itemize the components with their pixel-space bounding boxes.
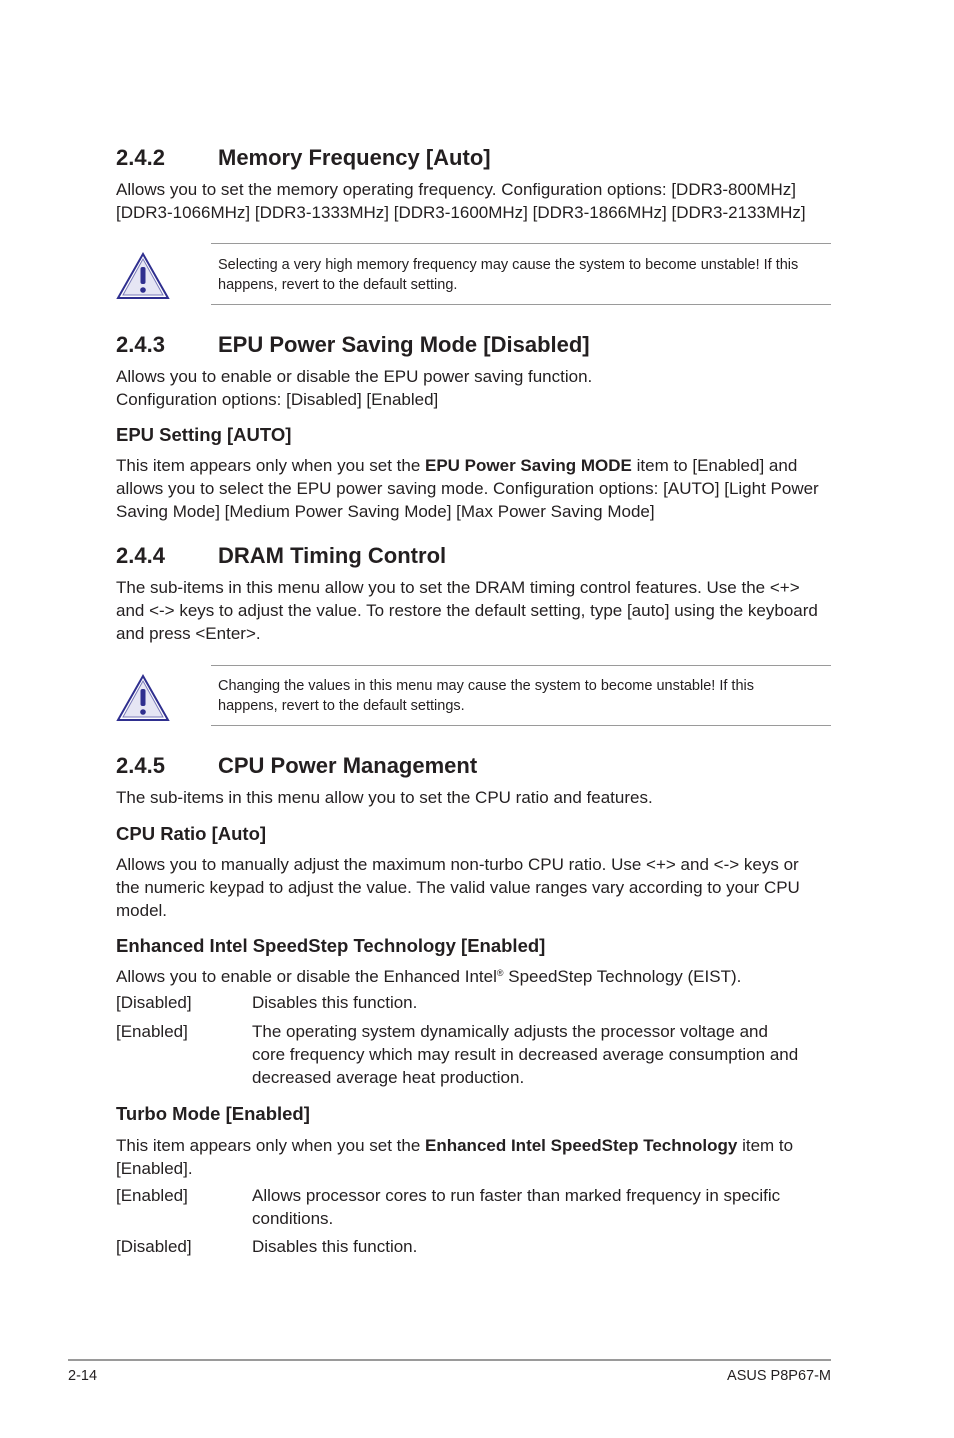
text-run: item to bbox=[737, 1136, 794, 1155]
paragraph-line bbox=[116, 1134, 836, 1157]
note-text bbox=[218, 255, 798, 295]
subsection-heading: EPU Setting [AUTO] bbox=[116, 424, 292, 445]
footer-rule bbox=[68, 1359, 831, 1361]
paragraph-line: The sub-items in this menu allow you to set the CPU ratio and features. bbox=[116, 788, 653, 807]
description-line: conditions. bbox=[252, 1209, 334, 1228]
description-line: The operating system dynamically adjusts the processor voltage and bbox=[252, 1022, 768, 1041]
paragraph-line: and <-> keys to adjust the value. To restore the default setting, type [auto] using the keyboard bbox=[116, 601, 818, 620]
paragraph bbox=[116, 1134, 836, 1180]
paragraph bbox=[116, 365, 836, 411]
section-number: 2.4.4 bbox=[116, 543, 165, 568]
option-description bbox=[252, 1020, 798, 1089]
paragraph-line: model. bbox=[116, 901, 168, 920]
section-title: CPU Power Management bbox=[218, 753, 478, 778]
paragraph bbox=[116, 454, 836, 523]
option-description: Disables this function. bbox=[252, 1237, 418, 1256]
description-line: Allows processor cores to run faster than marked frequency in specific bbox=[252, 1186, 781, 1205]
paragraph-line: the numeric keypad to adjust the value. The valid value ranges vary according to your CPU bbox=[116, 878, 800, 897]
option-label: [Disabled] bbox=[116, 1237, 192, 1256]
subsection-heading: CPU Ratio [Auto] bbox=[116, 823, 267, 844]
paragraph-line bbox=[116, 965, 836, 988]
registered-mark: ® bbox=[496, 968, 504, 978]
section-heading-2-4-2 bbox=[116, 145, 491, 171]
text-run: SpeedStep Technology (EIST). bbox=[503, 967, 742, 986]
paragraph-line: Allows you to manually adjust the maximum non-turbo CPU ratio. Use <+> and <-> keys or bbox=[116, 855, 799, 874]
note-line: happens, revert to the default setting. bbox=[218, 277, 458, 293]
note-line: happens, revert to the default settings. bbox=[218, 698, 465, 714]
section-title: Memory Frequency [Auto] bbox=[218, 145, 491, 170]
caution-triangle-icon bbox=[116, 673, 170, 723]
paragraph-line: [DDR3-1066MHz] [DDR3-1333MHz] [DDR3-1600MHz] [DDR3-1866MHz] [DDR3-2133MHz] bbox=[116, 203, 806, 222]
subsection-heading: Enhanced Intel SpeedStep Technology [Enabled] bbox=[116, 935, 546, 956]
section-number: 2.4.3 bbox=[116, 332, 165, 357]
section-number: 2.4.5 bbox=[116, 753, 165, 778]
section-heading-2-4-5 bbox=[116, 753, 477, 779]
caution-triangle-icon bbox=[116, 251, 170, 301]
paragraph-line: The sub-items in this menu allow you to set the DRAM timing control features. Use the <+> bbox=[116, 578, 800, 597]
paragraph-line: Configuration options: [Disabled] [Enabled] bbox=[116, 390, 439, 409]
paragraph-line: Allows you to enable or disable the EPU power saving function. bbox=[116, 367, 593, 386]
product-name: ASUS P8P67-M bbox=[727, 1368, 831, 1384]
section-heading-2-4-3 bbox=[116, 332, 590, 358]
option-label: [Enabled] bbox=[116, 1022, 188, 1041]
text-run: Allows you to enable or disable the Enhanced Intel bbox=[116, 967, 497, 986]
text-run: This item appears only when you set the bbox=[116, 1136, 425, 1155]
paragraph-line: [Enabled]. bbox=[116, 1159, 193, 1178]
paragraph bbox=[116, 853, 836, 922]
paragraph bbox=[116, 178, 836, 224]
caution-note bbox=[116, 665, 831, 727]
paragraph-line: Saving Mode] [Medium Power Saving Mode] [Max Power Saving Mode] bbox=[116, 502, 655, 521]
paragraph bbox=[116, 786, 836, 809]
page-number: 2-14 bbox=[68, 1368, 98, 1384]
note-text bbox=[218, 676, 754, 716]
text-run: This item appears only when you set the bbox=[116, 456, 425, 475]
paragraph bbox=[116, 965, 836, 988]
bold-text-run: EPU Power Saving MODE bbox=[425, 456, 632, 475]
paragraph bbox=[116, 576, 836, 645]
option-label: [Enabled] bbox=[116, 1186, 188, 1205]
text-run: item to [Enabled] and bbox=[631, 456, 798, 475]
description-line: decreased average heat production. bbox=[252, 1068, 525, 1087]
paragraph-line bbox=[116, 454, 836, 477]
subsection-heading: Turbo Mode [Enabled] bbox=[116, 1103, 310, 1124]
section-title: DRAM Timing Control bbox=[218, 543, 447, 568]
paragraph-line: allows you to select the EPU power saving mode. Configuration options: [AUTO] [Light Power bbox=[116, 479, 819, 498]
note-line: Selecting a very high memory frequency may cause the system to become unstable! If this bbox=[218, 257, 799, 273]
section-title: EPU Power Saving Mode [Disabled] bbox=[218, 332, 590, 357]
paragraph-line: Allows you to set the memory operating frequency. Configuration options: [DDR3-800MHz] bbox=[116, 180, 797, 199]
section-heading-2-4-4 bbox=[116, 543, 446, 569]
option-description bbox=[252, 1184, 780, 1230]
note-line: Changing the values in this menu may cause the system to become unstable! If this bbox=[218, 678, 754, 694]
option-label: [Disabled] bbox=[116, 993, 192, 1012]
section-number: 2.4.2 bbox=[116, 145, 165, 170]
paragraph-line: and press <Enter>. bbox=[116, 624, 261, 643]
bold-text-run: Enhanced Intel SpeedStep Technology bbox=[425, 1136, 738, 1155]
caution-note bbox=[116, 243, 831, 305]
description-line: core frequency which may result in decreased average consumption and bbox=[252, 1045, 799, 1064]
option-description: Disables this function. bbox=[252, 993, 418, 1012]
